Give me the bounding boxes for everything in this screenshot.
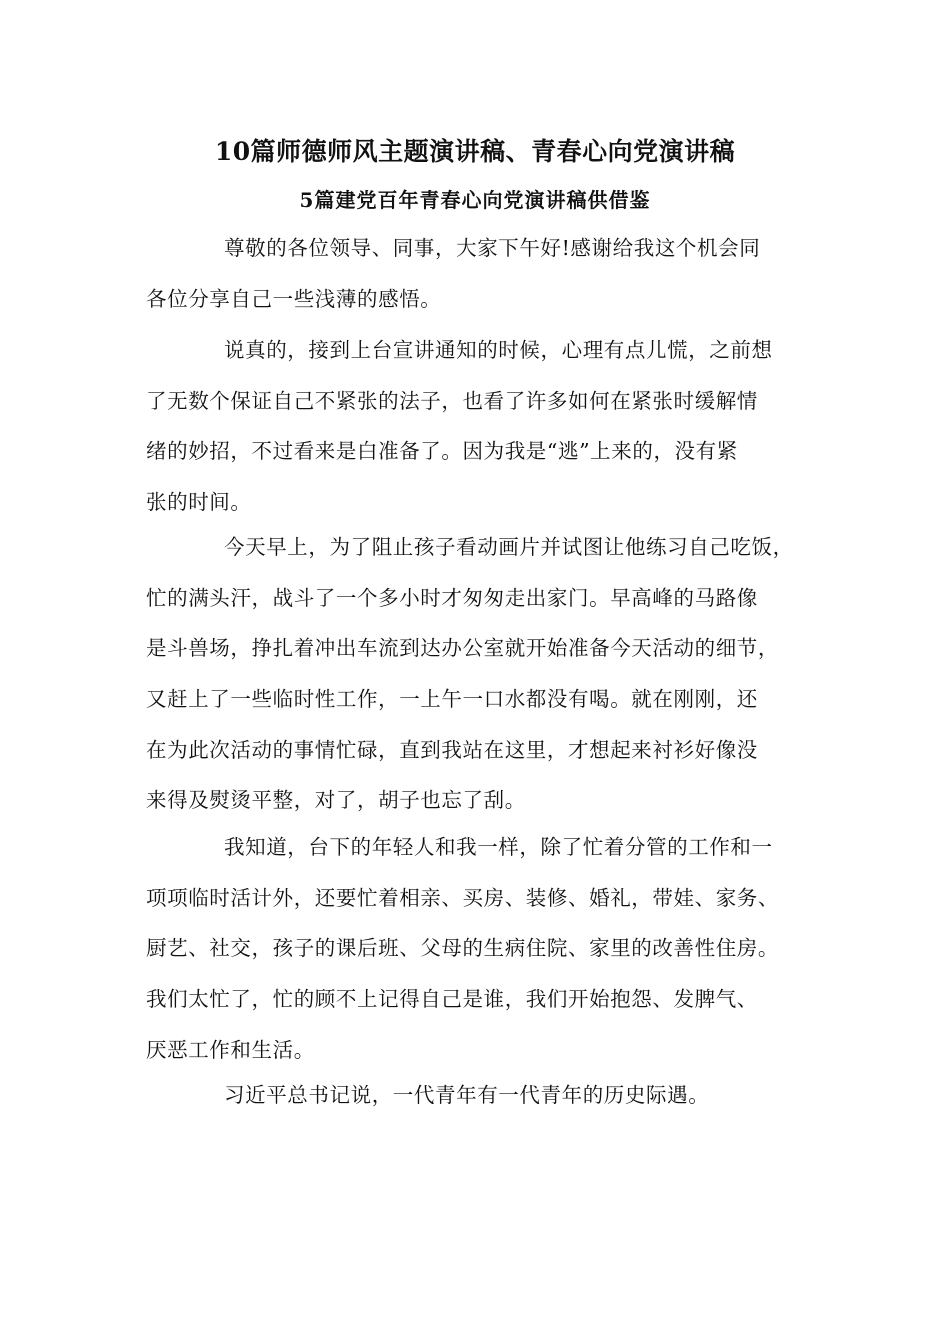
- paragraph-line: 厨艺、社交，孩子的课后班、父母的生病住院、家里的改善性住房。: [146, 936, 779, 961]
- document-title: 10篇师德师风主题演讲稿、青春心向党演讲稿: [214, 137, 736, 166]
- document-subtitle: 5篇建党百年青春心向党演讲稿供借鉴: [299, 188, 651, 212]
- paragraph-line: 我知道，台下的年轻人和我一样，除了忙着分管的工作和一: [224, 835, 773, 859]
- paragraph-line: 绪的妙招，不过看来是白准备了。因为我是“逃”上来的，没有紧: [146, 439, 738, 464]
- paragraph-line: 习近平总书记说，一代青年有一代青年的历史际遇。: [224, 1083, 710, 1107]
- paragraph-2: [146, 325, 826, 528]
- paragraph-line: 项项临时活计外，还要忙着相亲、买房、装修、婚礼，带娃、家务、: [146, 885, 779, 910]
- paragraph-3: [146, 522, 826, 826]
- paragraph-line: 是斗兽场，挣扎着冲出车流到达办公室就开始准备今天活动的细节，: [146, 636, 779, 661]
- paragraph-line: 张的时间。: [146, 490, 252, 515]
- paragraph-4: [146, 822, 826, 1075]
- paragraph-1: [146, 223, 826, 324]
- paragraph-line: 厌恶工作和生活。: [146, 1037, 315, 1062]
- paragraph-line: 尊敬的各位领导、同事，大家下午好!感谢给我这个机会同: [224, 236, 761, 260]
- paragraph-line: 我们太忙了，忙的顾不上记得自己是谁，我们开始抱怨、发脾气、: [146, 987, 758, 1012]
- paragraph-5: [146, 1070, 826, 1121]
- paragraph-line: 在为此次活动的事情忙碌，直到我站在这里，才想起来衬衫好像没: [146, 737, 758, 762]
- paragraph-line: 了无数个保证自己不紧张的法子，也看了许多如何在紧张时缓解情: [146, 388, 758, 413]
- paragraph-line: 说真的，接到上台宣讲通知的时候，心理有点儿慌，之前想: [224, 338, 773, 362]
- paragraph-line: 来得及熨烫平整，对了，胡子也忘了刮。: [146, 788, 526, 813]
- paragraph-line: 今天早上，为了阻止孩子看动画片并试图让他练习自己吃饭，: [224, 535, 794, 559]
- paragraph-line: 忙的满头汗，战斗了一个多小时才匆匆走出家门。早高峰的马路像: [146, 585, 758, 610]
- paragraph-line: 又赶上了一些临时性工作，一上午一口水都没有喝。就在刚刚，还: [146, 687, 758, 712]
- paragraph-line: 各位分享自己一些浅薄的感悟。: [146, 286, 442, 311]
